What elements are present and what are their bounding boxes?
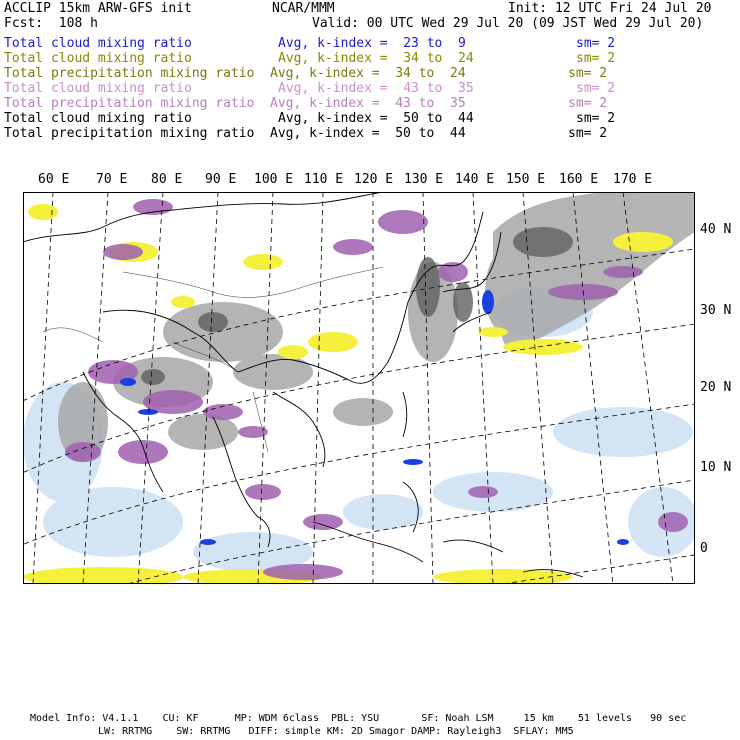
valid-time: Valid: 00 UTC Wed 29 Jul 20 (09 JST Wed 29 Jul 20) (312, 16, 704, 31)
lon-label: 110 E (304, 172, 344, 187)
field-sm: sm= 2 (568, 66, 608, 81)
field-name: Total precipitation mixing ratio (4, 126, 255, 141)
field-sm: sm= 2 (568, 126, 608, 141)
field-avg: Avg, k-index = 34 to 24 (278, 51, 474, 66)
forecast-map (23, 192, 695, 584)
field-avg: Avg, k-index = 43 to 35 (270, 96, 466, 111)
field-name: Total cloud mixing ratio (4, 81, 192, 96)
lat-label: 0 (700, 541, 708, 556)
field-name: Total precipitation mixing ratio (4, 96, 255, 111)
lon-label: 130 E (404, 172, 444, 187)
lon-label: 90 E (205, 172, 237, 187)
field-name: Total cloud mixing ratio (4, 36, 192, 51)
field-name: Total cloud mixing ratio (4, 51, 192, 66)
field-avg: Avg, k-index = 34 to 24 (270, 66, 466, 81)
lon-label: 70 E (96, 172, 128, 187)
model-info-line-1: Model Info: V4.1.1 CU: KF MP: WDM 6class PBL: YSU SF: Noah LSM 15 km 51 levels 90 sec (30, 713, 687, 724)
field-sm: sm= 2 (576, 51, 616, 66)
field-avg: Avg, k-index = 23 to 9 (278, 36, 466, 51)
field-avg: Avg, k-index = 43 to 35 (278, 81, 474, 96)
init-time: Init: 12 UTC Fri 24 Jul 20 (508, 1, 712, 16)
lon-label: 140 E (455, 172, 495, 187)
field-name: Total precipitation mixing ratio (4, 66, 255, 81)
org-label: NCAR/MMM (272, 1, 335, 16)
model-info-line-2: LW: RRTMG SW: RRTMG DIFF: simple KM: 2D Smagor DAMP: Rayleigh3 SFLAY: MM5 (98, 726, 574, 737)
model-title: ACCLIP 15km ARW-GFS init (4, 1, 192, 16)
field-avg: Avg, k-index = 50 to 44 (278, 111, 474, 126)
field-sm: sm= 2 (568, 96, 608, 111)
lon-label: 170 E (613, 172, 653, 187)
lat-label: 40 N (700, 222, 732, 237)
field-sm: sm= 2 (576, 81, 616, 96)
lon-label: 100 E (254, 172, 294, 187)
lon-label: 60 E (38, 172, 70, 187)
lon-label: 160 E (559, 172, 599, 187)
field-sm: sm= 2 (576, 36, 616, 51)
lon-label: 120 E (354, 172, 394, 187)
lon-label: 150 E (506, 172, 546, 187)
field-sm: sm= 2 (576, 111, 616, 126)
lon-label: 80 E (151, 172, 183, 187)
field-name: Total cloud mixing ratio (4, 111, 192, 126)
forecast-hour: Fcst: 108 h (4, 16, 98, 31)
field-avg: Avg, k-index = 50 to 44 (270, 126, 466, 141)
lat-label: 10 N (700, 460, 732, 475)
lat-label: 30 N (700, 303, 732, 318)
lat-label: 20 N (700, 380, 732, 395)
